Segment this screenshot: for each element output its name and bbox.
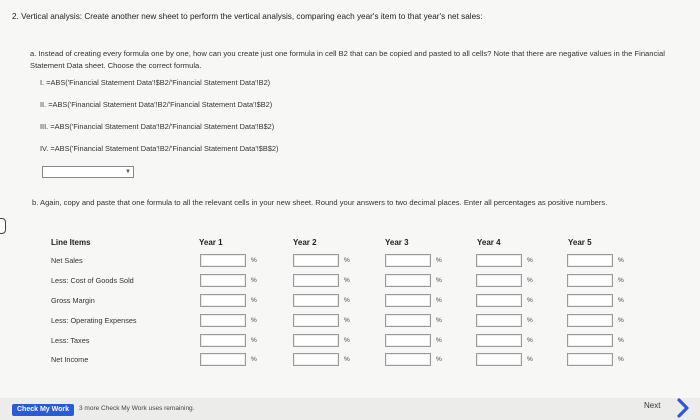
chevron-down-icon: ▼ bbox=[125, 169, 131, 175]
percent-unit: % bbox=[251, 257, 257, 264]
percent-unit: % bbox=[344, 257, 350, 264]
answer-input-r5-year3[interactable] bbox=[385, 334, 431, 347]
header-year-2: Year 2 bbox=[293, 238, 317, 247]
percent-unit: % bbox=[251, 317, 257, 324]
percent-unit: % bbox=[344, 337, 350, 344]
part-a-text: a. Instead of creating every formula one by one, how can you create just one formula in cell B2 that can be copied and pasted to all cells? Note that there are negative values in the Financial Statement Data sheet. Choose the correct formula. bbox=[30, 49, 665, 70]
row-label-cogs: Less: Cost of Goods Sold bbox=[51, 276, 134, 285]
percent-unit: % bbox=[251, 356, 257, 363]
row-label-net-income: Net Income bbox=[51, 355, 89, 364]
answer-input-r4-year4[interactable] bbox=[476, 314, 522, 327]
check-uses-remaining: 3 more Check My Work uses remaining. bbox=[79, 405, 195, 412]
header-year-1: Year 1 bbox=[199, 238, 223, 247]
percent-unit: % bbox=[436, 337, 442, 344]
answer-input-r6-year4[interactable] bbox=[476, 353, 522, 366]
formula-dropdown[interactable] bbox=[42, 166, 134, 178]
formula-option-3: III. =ABS('Financial Statement Data'!B2/'Financial Statement Data'!B$2) bbox=[40, 122, 275, 131]
side-handle bbox=[0, 218, 6, 234]
percent-unit: % bbox=[618, 356, 624, 363]
row-label-taxes: Less: Taxes bbox=[51, 336, 90, 345]
answer-input-r1-year3[interactable] bbox=[385, 254, 431, 267]
percent-unit: % bbox=[251, 297, 257, 304]
answer-input-r5-year5[interactable] bbox=[567, 334, 613, 347]
answer-input-r3-year5[interactable] bbox=[567, 294, 613, 307]
percent-unit: % bbox=[436, 257, 442, 264]
header-year-5: Year 5 bbox=[568, 238, 592, 247]
answer-input-r2-year3[interactable] bbox=[385, 274, 431, 287]
answer-input-r4-year2[interactable] bbox=[293, 314, 339, 327]
answer-input-r3-year2[interactable] bbox=[293, 294, 339, 307]
percent-unit: % bbox=[344, 277, 350, 284]
header-year-4: Year 4 bbox=[477, 238, 501, 247]
part-b-text: b. Again, copy and paste that one formula to all the relevant cells in your new sheet. Round your answers to two decimal places. Enter all percentages as positive numbers. bbox=[32, 198, 608, 207]
percent-unit: % bbox=[618, 277, 624, 284]
answer-input-r5-year2[interactable] bbox=[293, 334, 339, 347]
percent-unit: % bbox=[527, 337, 533, 344]
answer-input-r4-year5[interactable] bbox=[567, 314, 613, 327]
percent-unit: % bbox=[527, 317, 533, 324]
answer-input-r5-year1[interactable] bbox=[200, 334, 246, 347]
answer-input-r6-year3[interactable] bbox=[385, 353, 431, 366]
answer-input-r2-year1[interactable] bbox=[200, 274, 246, 287]
percent-unit: % bbox=[618, 257, 624, 264]
answer-input-r6-year2[interactable] bbox=[293, 353, 339, 366]
answer-input-r2-year5[interactable] bbox=[567, 274, 613, 287]
answer-input-r1-year4[interactable] bbox=[476, 254, 522, 267]
percent-unit: % bbox=[344, 297, 350, 304]
percent-unit: % bbox=[251, 337, 257, 344]
answer-input-r2-year4[interactable] bbox=[476, 274, 522, 287]
answer-input-r2-year2[interactable] bbox=[293, 274, 339, 287]
percent-unit: % bbox=[618, 297, 624, 304]
percent-unit: % bbox=[527, 257, 533, 264]
percent-unit: % bbox=[527, 356, 533, 363]
next-button[interactable]: Next bbox=[644, 401, 661, 410]
percent-unit: % bbox=[618, 317, 624, 324]
header-line-items: Line Items bbox=[51, 238, 91, 247]
header-year-3: Year 3 bbox=[385, 238, 409, 247]
question-title: 2. Vertical analysis: Create another new sheet to perform the vertical analysis, comparing each year's item to that year's net sales: bbox=[12, 12, 483, 21]
formula-option-2: II. =ABS('Financial Statement Data'!B2/'Financial Statement Data'!$B2) bbox=[40, 100, 273, 109]
answer-input-r4-year1[interactable] bbox=[200, 314, 246, 327]
row-label-gross-margin: Gross Margin bbox=[51, 296, 95, 305]
row-label-operating-expenses: Less: Operating Expenses bbox=[51, 316, 137, 325]
percent-unit: % bbox=[251, 277, 257, 284]
chevron-right-icon[interactable] bbox=[676, 397, 690, 419]
percent-unit: % bbox=[527, 297, 533, 304]
answer-input-r1-year1[interactable] bbox=[200, 254, 246, 267]
percent-unit: % bbox=[344, 356, 350, 363]
formula-option-1: I. =ABS('Financial Statement Data'!$B2/'Financial Statement Data'!B2) bbox=[40, 78, 271, 87]
answer-input-r3-year1[interactable] bbox=[200, 294, 246, 307]
percent-unit: % bbox=[436, 356, 442, 363]
percent-unit: % bbox=[618, 337, 624, 344]
answer-input-r1-year2[interactable] bbox=[293, 254, 339, 267]
row-label-net-sales: Net Sales bbox=[51, 256, 83, 265]
answer-input-r1-year5[interactable] bbox=[567, 254, 613, 267]
percent-unit: % bbox=[344, 317, 350, 324]
answer-input-r3-year3[interactable] bbox=[385, 294, 431, 307]
percent-unit: % bbox=[436, 297, 442, 304]
percent-unit: % bbox=[436, 317, 442, 324]
check-my-work-button[interactable]: Check My Work bbox=[12, 404, 74, 416]
answer-input-r3-year4[interactable] bbox=[476, 294, 522, 307]
answer-input-r6-year5[interactable] bbox=[567, 353, 613, 366]
percent-unit: % bbox=[436, 277, 442, 284]
percent-unit: % bbox=[527, 277, 533, 284]
formula-option-4: IV. =ABS('Financial Statement Data'!B2/'Financial Statement Data'!$B$2) bbox=[40, 144, 279, 153]
answer-input-r5-year4[interactable] bbox=[476, 334, 522, 347]
answer-input-r6-year1[interactable] bbox=[200, 353, 246, 366]
answer-input-r4-year3[interactable] bbox=[385, 314, 431, 327]
